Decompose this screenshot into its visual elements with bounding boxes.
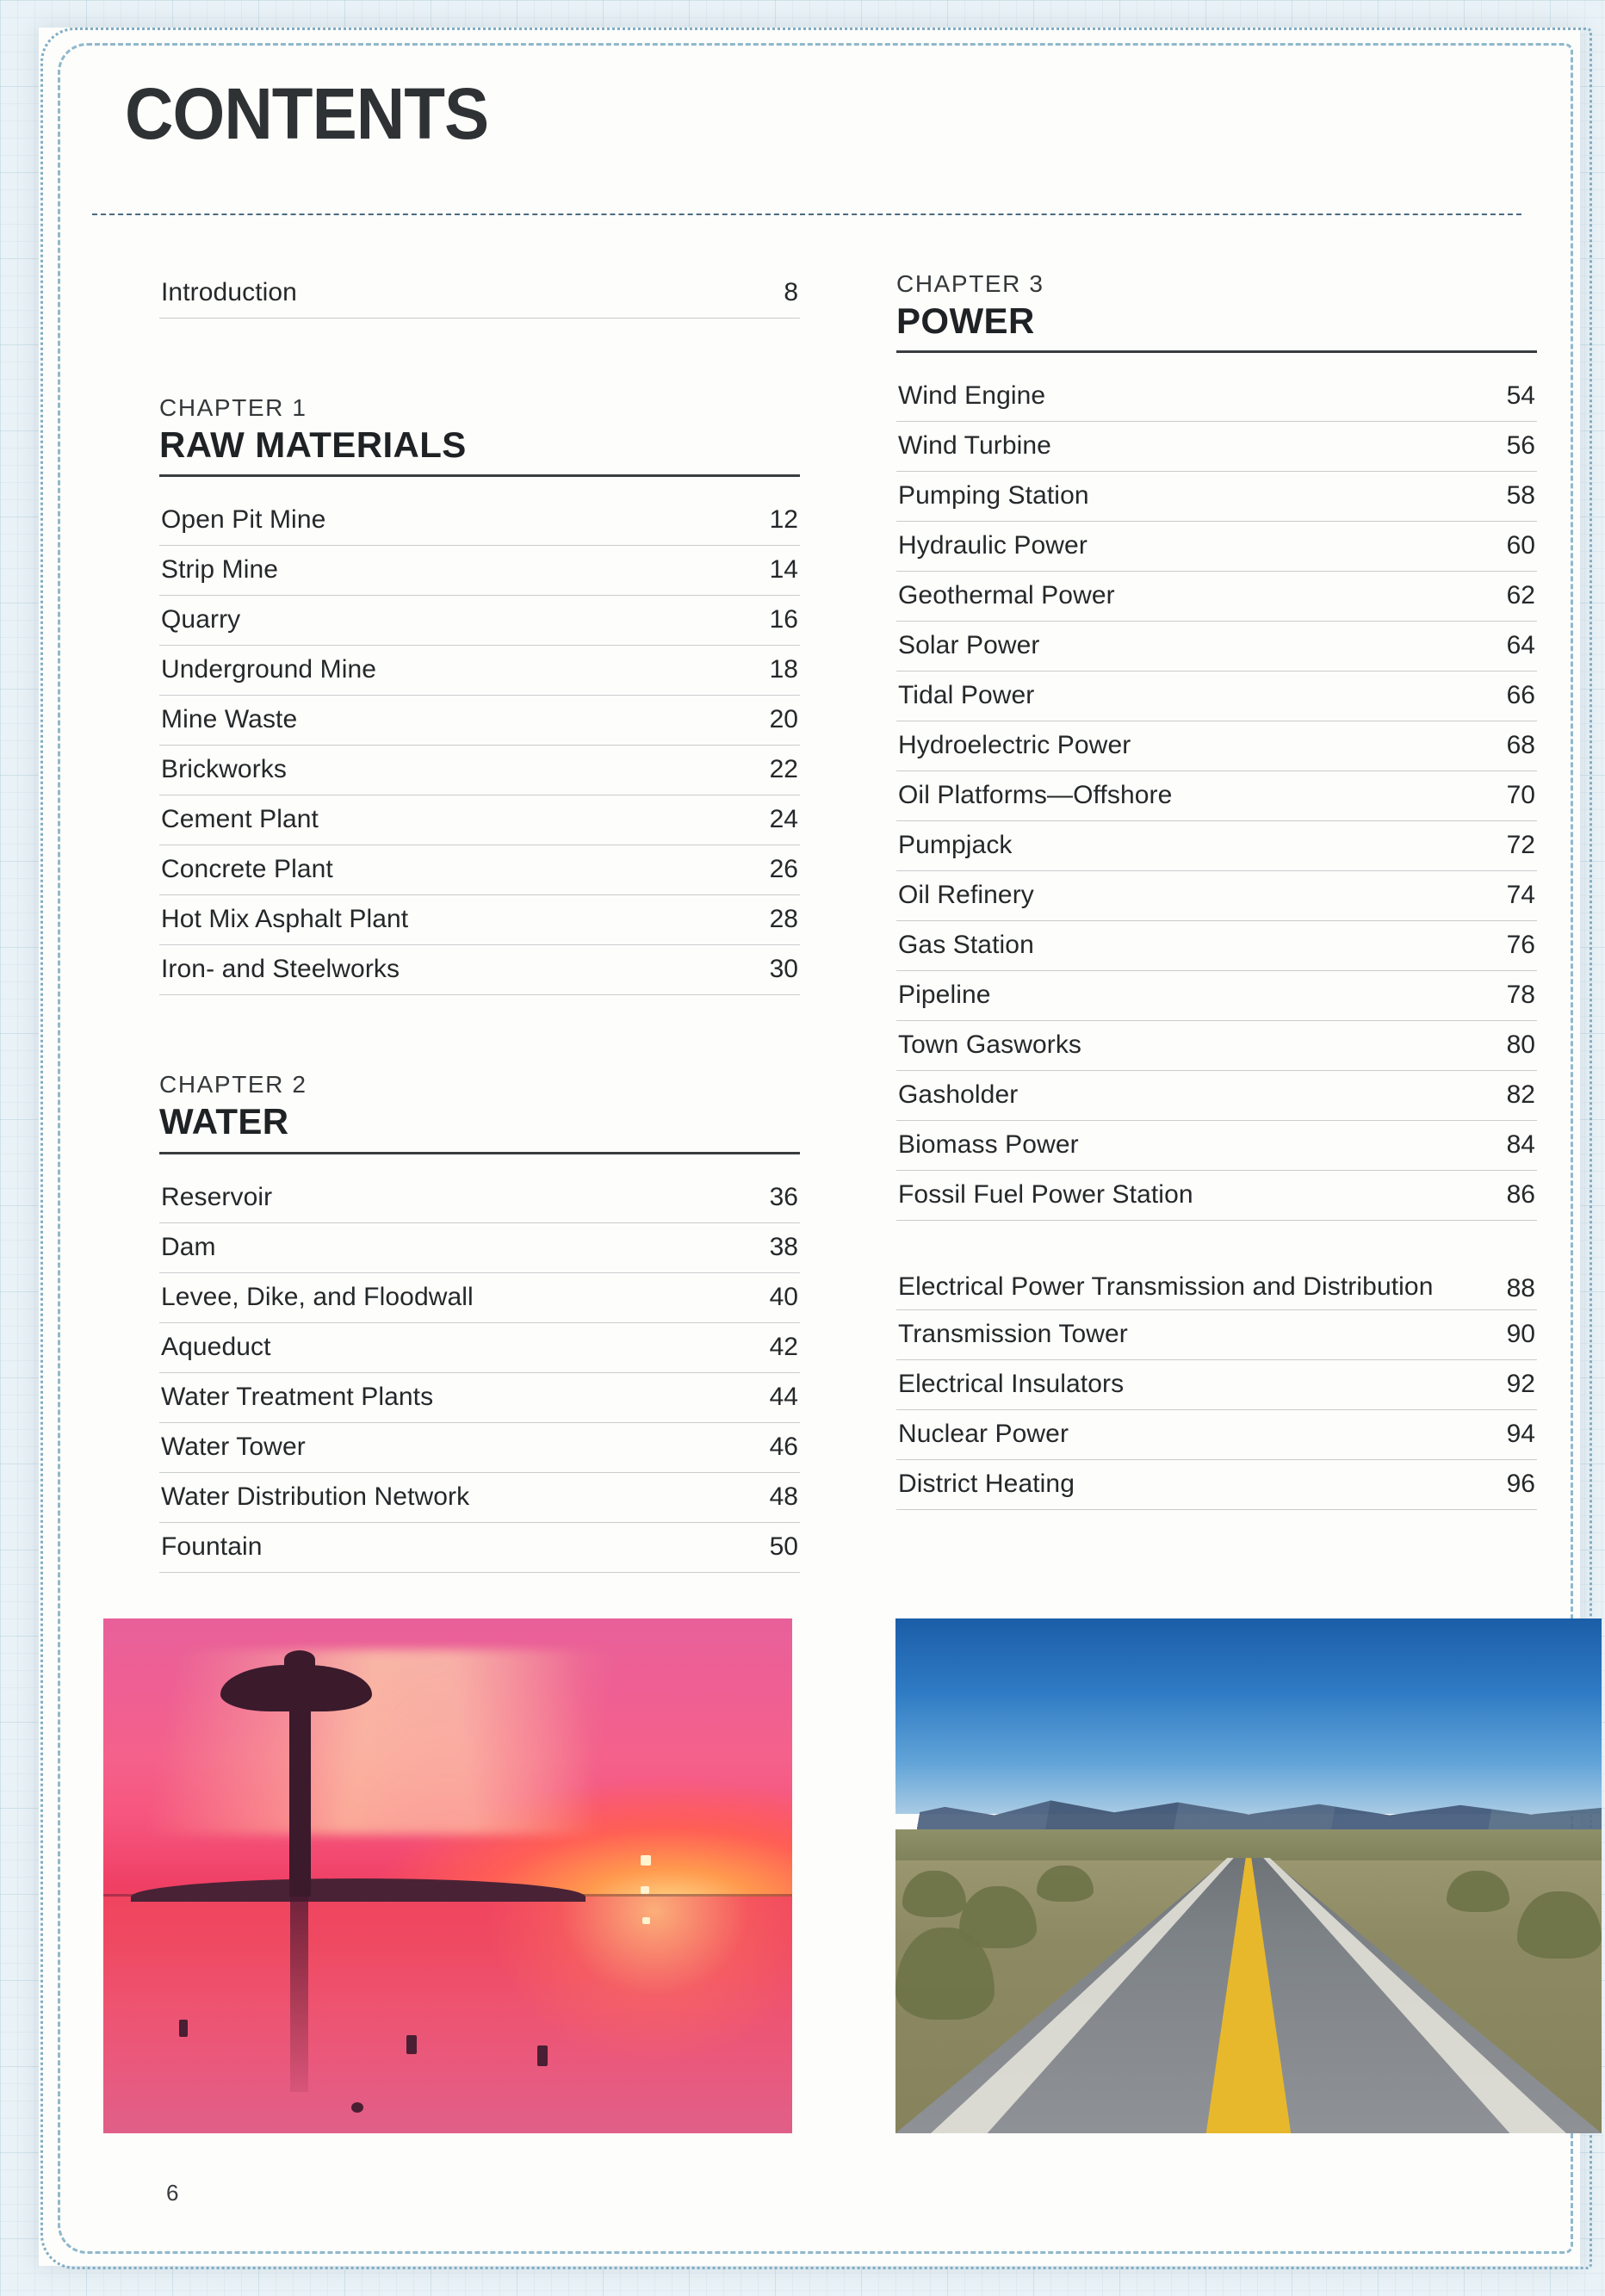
toc-entry[interactable] bbox=[896, 1310, 1537, 1360]
toc-entry-page-number: 42 bbox=[769, 1332, 798, 1361]
toc-entry-title: Strip Mine bbox=[161, 555, 279, 585]
toc-entry[interactable] bbox=[896, 1121, 1537, 1171]
toc-entry-page-number: 38 bbox=[769, 1232, 798, 1261]
toc-entry-page-number: 62 bbox=[1506, 581, 1535, 610]
toc-entry-page-number: 70 bbox=[1506, 781, 1535, 810]
toc-entry-page-number: 58 bbox=[1506, 481, 1535, 511]
sunset-clouds bbox=[103, 1649, 792, 1835]
toc-entry[interactable] bbox=[159, 596, 800, 646]
toc-entry-page-number: 72 bbox=[1506, 831, 1535, 860]
toc-entry-title: Biomass Power bbox=[898, 1130, 1079, 1160]
toc-entry-title: Gas Station bbox=[898, 931, 1034, 960]
toc-entry-page-number: 30 bbox=[769, 955, 798, 984]
photo-strip bbox=[103, 1618, 1602, 2144]
toc-entry-page-number: 24 bbox=[769, 805, 798, 834]
toc-entry-page-number: 64 bbox=[1506, 631, 1535, 660]
toc-entry-title: Water Treatment Plants bbox=[161, 1382, 434, 1411]
toc-entry[interactable] bbox=[159, 1523, 800, 1573]
toc-entry[interactable] bbox=[896, 1171, 1537, 1221]
toc-entry[interactable] bbox=[159, 496, 800, 546]
toc-entry[interactable] bbox=[159, 1373, 800, 1423]
toc-columns bbox=[159, 269, 1537, 1573]
toc-entry[interactable] bbox=[896, 372, 1537, 422]
toc-entry[interactable] bbox=[159, 1423, 800, 1473]
water-tower-tank bbox=[220, 1665, 372, 1711]
toc-entry-title: Transmission Tower bbox=[898, 1320, 1128, 1349]
toc-entry-title: Pipeline bbox=[898, 981, 991, 1010]
chapter-block bbox=[896, 269, 1537, 1510]
toc-entry-title: District Heating bbox=[898, 1470, 1075, 1499]
toc-entry-title: Pumpjack bbox=[898, 831, 1013, 860]
header-divider bbox=[92, 214, 1521, 215]
toc-entry-title: Electrical Insulators bbox=[898, 1370, 1125, 1399]
toc-entry-page-number: 28 bbox=[769, 905, 798, 934]
toc-entry[interactable] bbox=[896, 1021, 1537, 1071]
intro-block bbox=[159, 269, 800, 319]
toc-entry-page-number: 84 bbox=[1506, 1130, 1535, 1160]
toc-entry[interactable] bbox=[159, 269, 800, 319]
toc-entry-title: Iron- and Steelworks bbox=[161, 955, 400, 984]
toc-entry-title: Concrete Plant bbox=[161, 855, 333, 884]
chapter-name: POWER bbox=[896, 300, 1035, 341]
toc-entry[interactable] bbox=[159, 945, 800, 995]
page-folio: 6 bbox=[166, 2180, 179, 2206]
sunset-water bbox=[103, 1897, 792, 2133]
toc-entry[interactable] bbox=[896, 622, 1537, 671]
toc-entry[interactable] bbox=[896, 522, 1537, 572]
chapter-divider bbox=[896, 350, 1537, 353]
toc-entry[interactable] bbox=[896, 572, 1537, 622]
toc-entry-title: Open Pit Mine bbox=[161, 505, 326, 535]
book-page bbox=[39, 28, 1580, 2266]
toc-entry-title: Levee, Dike, and Floodwall bbox=[161, 1282, 474, 1311]
toc-entry-title: Hydroelectric Power bbox=[898, 731, 1131, 760]
toc-entry-page-number: 82 bbox=[1506, 1080, 1535, 1110]
toc-entry[interactable] bbox=[159, 1273, 800, 1323]
water-tower-cap bbox=[284, 1650, 315, 1669]
toc-entry[interactable] bbox=[159, 696, 800, 746]
toc-entry-title: Hot Mix Asphalt Plant bbox=[161, 905, 409, 934]
toc-entry[interactable] bbox=[896, 771, 1537, 821]
toc-entry[interactable] bbox=[159, 746, 800, 795]
piling-1 bbox=[179, 2020, 188, 2037]
toc-entry-page-number: 16 bbox=[769, 605, 798, 634]
toc-entry[interactable] bbox=[896, 1221, 1537, 1310]
toc-entry-page-number: 80 bbox=[1506, 1030, 1535, 1060]
toc-entry-page-number: 60 bbox=[1506, 531, 1535, 560]
chapter-name: WATER bbox=[159, 1101, 289, 1142]
toc-entry-page-number: 68 bbox=[1506, 731, 1535, 760]
toc-entry-page-number: 50 bbox=[769, 1532, 798, 1561]
toc-entry[interactable] bbox=[159, 1323, 800, 1373]
piling-3 bbox=[537, 2045, 548, 2066]
toc-entry[interactable] bbox=[896, 1071, 1537, 1121]
toc-entry[interactable] bbox=[159, 546, 800, 596]
toc-entry-title: Hydraulic Power bbox=[898, 531, 1088, 560]
toc-entry-title: Cement Plant bbox=[161, 805, 319, 834]
toc-entry[interactable] bbox=[896, 721, 1537, 771]
toc-entry[interactable] bbox=[896, 821, 1537, 871]
chapter-divider bbox=[159, 474, 800, 477]
toc-entry-page-number: 94 bbox=[1506, 1420, 1535, 1449]
toc-entry-page-number: 54 bbox=[1506, 381, 1535, 411]
toc-entry-title: Wind Turbine bbox=[898, 431, 1051, 461]
toc-entry-page-number: 44 bbox=[769, 1382, 798, 1411]
toc-entry[interactable] bbox=[896, 921, 1537, 971]
toc-entry-title: Electrical Power Transmission and Distribution bbox=[898, 1272, 1434, 1301]
toc-entry-title: Pumping Station bbox=[898, 481, 1089, 511]
toc-entry-title: Mine Waste bbox=[161, 705, 298, 734]
toc-entry[interactable] bbox=[159, 1473, 800, 1523]
toc-entry-page-number: 66 bbox=[1506, 681, 1535, 710]
toc-entry[interactable] bbox=[159, 646, 800, 696]
toc-entry[interactable] bbox=[159, 895, 800, 945]
toc-entry-title: Water Distribution Network bbox=[161, 1482, 470, 1511]
toc-entry-title: Wind Engine bbox=[898, 381, 1046, 411]
sun-glint-2 bbox=[641, 1886, 649, 1894]
toc-left-column bbox=[159, 269, 800, 1573]
toc-entry-page-number: 14 bbox=[769, 555, 798, 585]
chapter-name: RAW MATERIALS bbox=[159, 424, 467, 465]
toc-entry-page-number: 96 bbox=[1506, 1470, 1535, 1499]
chapter-kicker: CHAPTER 3 bbox=[896, 270, 1044, 297]
toc-entry-title: Reservoir bbox=[161, 1182, 273, 1211]
toc-entry-title: Oil Platforms—Offshore bbox=[898, 781, 1173, 810]
water-tower-sunset-photo bbox=[103, 1618, 792, 2133]
toc-entry-title: Tidal Power bbox=[898, 681, 1035, 710]
sun-glint-3 bbox=[642, 1917, 650, 1924]
toc-entry-page-number: 92 bbox=[1506, 1370, 1535, 1399]
toc-entry-title: Underground Mine bbox=[161, 655, 377, 684]
toc-entry-title: Geothermal Power bbox=[898, 581, 1115, 610]
toc-entry[interactable] bbox=[896, 1460, 1537, 1510]
chapter-kicker: CHAPTER 1 bbox=[159, 394, 307, 421]
toc-entry-title: Fossil Fuel Power Station bbox=[898, 1180, 1193, 1210]
toc-entry-title: Brickworks bbox=[161, 755, 288, 784]
chapter-divider bbox=[159, 1152, 800, 1154]
toc-entry-page-number: 36 bbox=[769, 1182, 798, 1211]
page-header bbox=[125, 73, 1503, 217]
toc-entry-page-number: 46 bbox=[769, 1432, 798, 1461]
piling-2 bbox=[406, 2035, 417, 2054]
toc-entry-title: Water Tower bbox=[161, 1432, 306, 1461]
toc-entry-title: Introduction bbox=[161, 278, 297, 306]
desert-sky bbox=[895, 1618, 1602, 1814]
toc-entry-page-number: 90 bbox=[1506, 1320, 1535, 1349]
toc-entry-title: Aqueduct bbox=[161, 1332, 271, 1361]
toc-entry[interactable] bbox=[896, 671, 1537, 721]
toc-entry-title: Quarry bbox=[161, 605, 241, 634]
toc-entry[interactable] bbox=[896, 1360, 1537, 1410]
toc-right-column bbox=[896, 269, 1537, 1573]
chapter-kicker: CHAPTER 2 bbox=[159, 1071, 307, 1098]
toc-entry-title: Dam bbox=[161, 1232, 216, 1261]
toc-entry[interactable] bbox=[159, 845, 800, 895]
toc-entry-page-number: 40 bbox=[769, 1282, 798, 1311]
toc-entry-page-number: 78 bbox=[1506, 981, 1535, 1010]
toc-entry-title: Fountain bbox=[161, 1532, 263, 1561]
toc-entry[interactable] bbox=[896, 472, 1537, 522]
toc-entry-page-number: 48 bbox=[769, 1482, 798, 1511]
toc-entry-page-number: 8 bbox=[784, 278, 798, 306]
toc-entry[interactable] bbox=[896, 1410, 1537, 1460]
desert-highway-photo bbox=[895, 1618, 1602, 2133]
toc-entry-page-number: 86 bbox=[1506, 1180, 1535, 1210]
toc-entry-title: Nuclear Power bbox=[898, 1420, 1069, 1449]
toc-entry[interactable] bbox=[896, 871, 1537, 921]
toc-entry-page-number: 56 bbox=[1506, 431, 1535, 461]
toc-entry[interactable] bbox=[159, 1223, 800, 1273]
toc-entry[interactable] bbox=[159, 1173, 800, 1223]
toc-entry-page-number: 12 bbox=[769, 505, 798, 535]
page-title: CONTENTS bbox=[125, 73, 489, 154]
toc-entry[interactable] bbox=[896, 971, 1537, 1021]
toc-entry[interactable] bbox=[896, 422, 1537, 472]
toc-entry-page-number: 22 bbox=[769, 755, 798, 784]
toc-entry-title: Solar Power bbox=[898, 631, 1040, 660]
toc-entry-page-number: 76 bbox=[1506, 931, 1535, 960]
toc-entry-title: Gasholder bbox=[898, 1080, 1019, 1110]
water-tower-reflection bbox=[290, 1897, 308, 2092]
toc-entry-page-number: 18 bbox=[769, 655, 798, 684]
toc-entry-title: Oil Refinery bbox=[898, 881, 1034, 910]
toc-entry-title: Town Gasworks bbox=[898, 1030, 1082, 1060]
chapter-block bbox=[159, 1069, 800, 1572]
toc-entry-page-number: 74 bbox=[1506, 881, 1535, 910]
toc-entry-page-number: 26 bbox=[769, 855, 798, 884]
roadside-bush-4 bbox=[1037, 1866, 1094, 1902]
toc-entry[interactable] bbox=[159, 795, 800, 845]
chapter-block bbox=[159, 393, 800, 995]
toc-entry-page-number: 20 bbox=[769, 705, 798, 734]
sun-glint-1 bbox=[641, 1855, 651, 1866]
toc-entry-page-number: 88 bbox=[1506, 1274, 1535, 1303]
